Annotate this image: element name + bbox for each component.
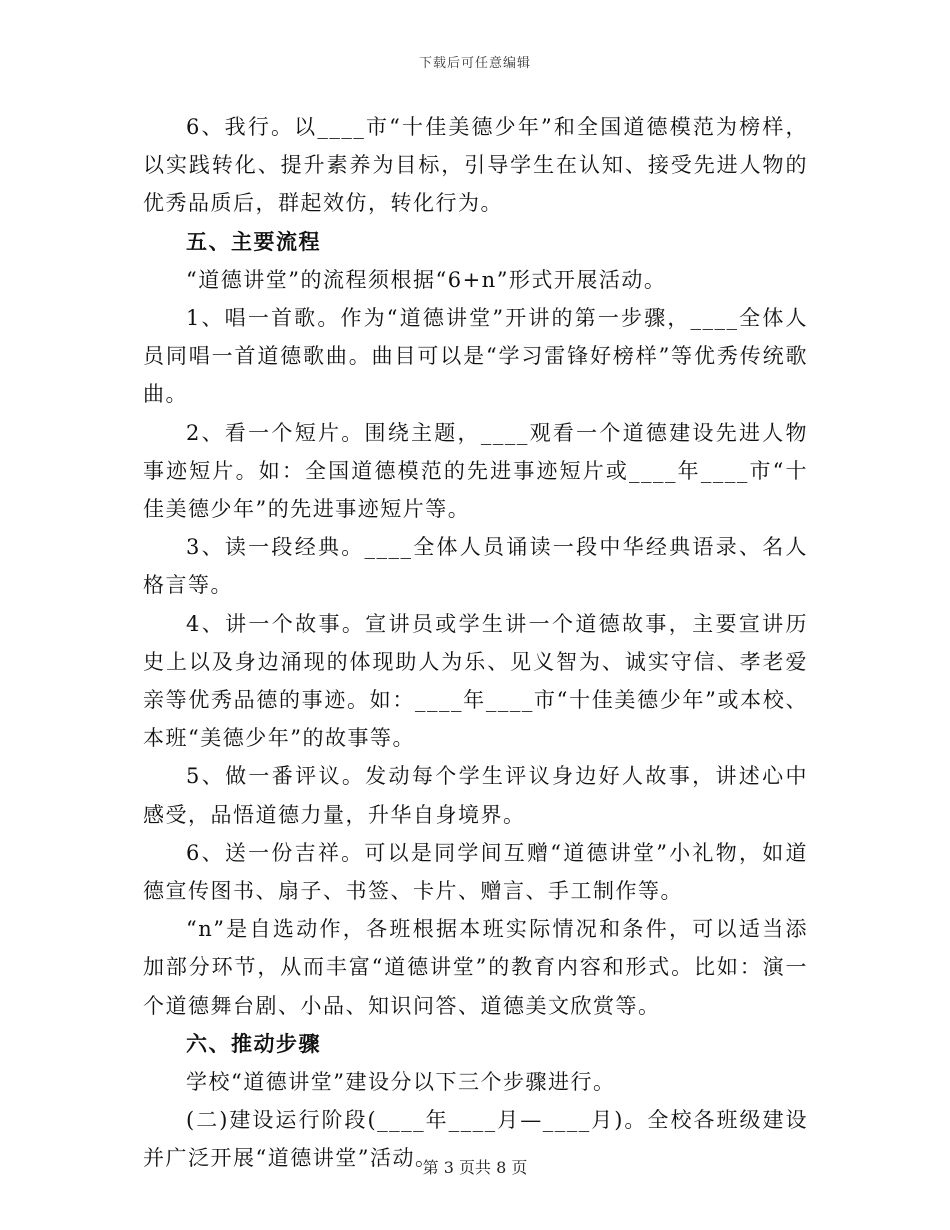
section-heading-steps: 六、推动步骤: [186, 1030, 321, 1056]
paragraph-process-intro: “道德讲堂”的流程须根据“6+n”形式开展活动。: [186, 267, 667, 292]
paragraph-step-1: 1、唱一首歌。作为“道德讲堂”开讲的第一步骤，____全体人员同唱一首道德歌曲。曲目可以是“学习雷锋好榜样”等优秀传统歌曲。: [143, 306, 808, 407]
section-heading-main-process: 五、主要流程: [186, 228, 321, 254]
paragraph-phase-2: (二)建设运行阶段(____年____月—____月)。全校各班级建设并广泛开展“道德讲堂”活动。: [143, 1108, 808, 1171]
paragraph-step-2: 2、看一个短片。围绕主题，____观看一个道德建设先进人物事迹短片。如：全国道德模范的先进事迹短片或____年____市“十佳美德少年”的先进事迹短片等。: [143, 420, 808, 522]
paragraph-step-5: 5、做一番评议。发动每个学生评议身边好人故事，讲述心中感受，品悟道德力量，升华自身境界。: [143, 764, 808, 827]
page-number: 第 3 页共 8 页: [422, 1158, 528, 1177]
paragraph-optional-n: “n”是自选动作，各班根据本班实际情况和条件，可以适当添加部分环节，从而丰富“道德讲堂”的教育内容和形式。比如：演一个道德舞台剧、小品、知识问答、道德美文欣赏等。: [143, 917, 808, 1018]
paragraph-steps-intro: 学校“道德讲堂”建设分以下三个步骤进行。: [186, 1070, 616, 1095]
paragraph-step-6: 6、送一份吉祥。可以是同学间互赠“道德讲堂”小礼物，如道德宣传图书、扇子、书签、卡片、赠言、手工制作等。: [143, 840, 808, 904]
page-header: 下载后可任意编辑: [418, 56, 531, 71]
document-body: [143, 108, 808, 1178]
paragraph-step-3: 3、读一段经典。____全体人员诵读一段中华经典语录、名人格言等。: [143, 535, 808, 598]
paragraph-item-6: 6、我行。以____市“十佳美德少年”和全国道德模范为榜样，以实践转化、提升素养为目标，引导学生在认知、接受先进人物的优秀品质后，群起效仿，转化行为。: [143, 115, 808, 216]
paragraph-step-4: 4、讲一个故事。宣讲员或学生讲一个道德故事，主要宣讲历史上以及身边涌现的体现助人为乐、见义智为、诚实守信、孝老爱亲等优秀品德的事迹。如：____年____市“十佳美德少年”或本校、本班“美德少年”的故事等。: [143, 611, 808, 751]
